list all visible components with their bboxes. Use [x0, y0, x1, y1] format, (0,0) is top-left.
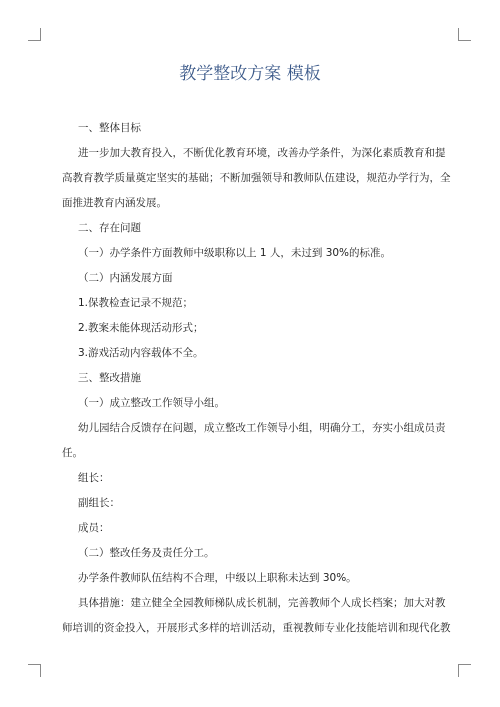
paragraph-line: 面推进教育内涵发展。 [62, 197, 167, 209]
paragraph-line: 师培训的资金投入，开展形式多样的培训活动，重视教师专业化技能培训和现代化教 [62, 622, 451, 634]
paragraph-line: 进一步加大教育投入，不断优化教育环境，改善办学条件，为深化素质教育和提 [78, 147, 446, 159]
crop-mark-bottom-left [28, 664, 41, 677]
subheading-line: （一）成立整改工作领导小组。 [78, 397, 225, 409]
list-item: 1.保教检查记录不规范； [78, 297, 194, 309]
crop-mark-top-left [28, 28, 41, 41]
deputy-leader-label: 副组长： [78, 497, 120, 509]
crop-mark-top-right [458, 28, 471, 41]
paragraph-line: 高教育教学质量奠定坚实的基础；不断加强领导和教师队伍建设，规范办学行为，全 [62, 172, 451, 184]
paragraph-line: 任。 [62, 447, 83, 459]
members-label: 成员： [78, 522, 110, 534]
subheading-line: （二）整改任务及责任分工。 [78, 547, 215, 559]
heading-overall-goal: 一、整体目标 [78, 122, 141, 134]
paragraph-line: 幼儿园结合反馈存在问题，成立整改工作领导小组，明确分工，夯实小组成员责 [78, 422, 446, 434]
heading-existing-problems: 二、存在问题 [78, 222, 141, 234]
team-leader-label: 组长： [78, 472, 110, 484]
list-item: 2.教案未能体现活动形式； [78, 322, 204, 334]
paragraph-line: （一）办学条件方面教师中级职称以上 1 人，未过到 30%的标准。 [78, 247, 392, 259]
subheading-line: （二）内涵发展方面 [78, 272, 173, 284]
paragraph-line: 办学条件教师队伍结构不合理，中级以上职称未达到 30%。 [78, 572, 357, 584]
paragraph-line: 具体措施：建立健全全园教师梯队成长机制，完善教师个人成长档案；加大对教 [78, 597, 446, 609]
list-item: 3.游戏活动内容载体不全。 [78, 347, 204, 359]
crop-mark-bottom-right [458, 664, 471, 677]
heading-rectification-measures: 三、整改措施 [78, 372, 141, 384]
document-title: 教学整改方案 模板 [179, 64, 321, 84]
